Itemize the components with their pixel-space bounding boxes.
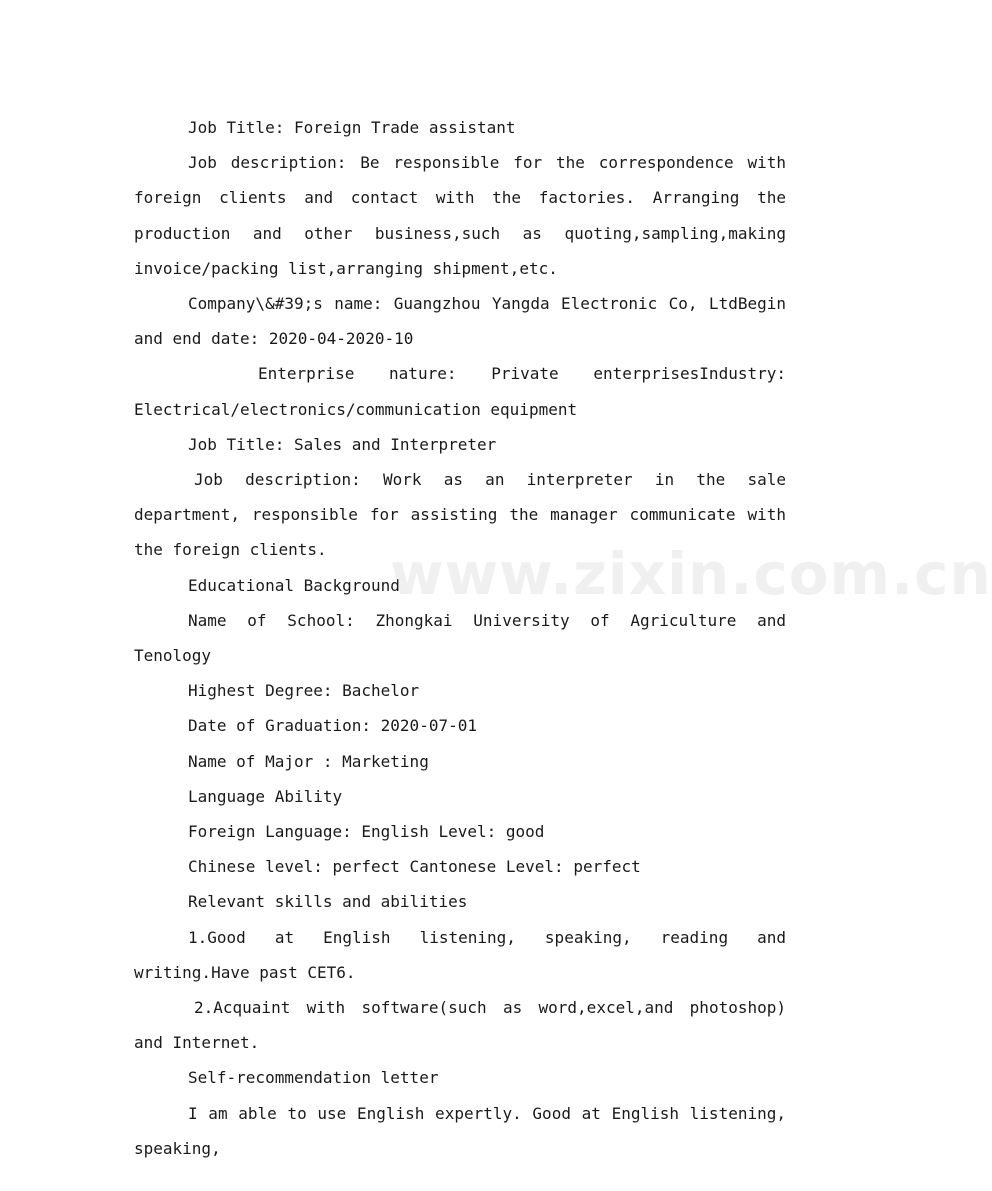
job-description-1: Job description: Be responsible for the correspondence with foreign clients and contact with the factories. Arranging the production and other business,such as quoting,sampling,making invoice/packing list,arranging shipment,etc. <box>134 153 786 278</box>
graduation-date: Date of Graduation: 2020-07-01 <box>188 716 477 736</box>
section-heading-education: Educational Background <box>188 575 400 595</box>
self-recommendation-text: I am able to use English expertly. Good at English listening, speaking, <box>134 1103 786 1158</box>
enterprise-info: Enterprise nature: Private enterprisesIndustry: Electrical/electronics/communication equipment <box>134 364 786 419</box>
chinese-level: Chinese level: perfect Cantonese Level: perfect <box>188 857 641 877</box>
company-info: Company\&#39;s name: Guangzhou Yangda Electronic Co, LtdBegin and end date: 2020-04-2020-10 <box>134 294 786 349</box>
foreign-language: Foreign Language: English Level: good <box>188 822 545 842</box>
section-heading-language: Language Ability <box>188 786 343 806</box>
watermark-logo: www.zixin.com.cn <box>390 540 992 608</box>
job-title-1: Job Title: Foreign Trade assistant <box>188 118 516 137</box>
section-heading-skills: Relevant skills and abilities <box>188 892 468 912</box>
job-description-2: Job description: Work as an interpreter in the sale department, responsible for assisting the manager communicate with the foreign clients. <box>134 470 786 560</box>
major-name: Name of Major : Marketing <box>188 751 429 771</box>
section-heading-self-recommendation: Self-recommendation letter <box>188 1068 439 1088</box>
school-name: Name of School: Zhongkai University of Agriculture and Tenology <box>134 610 786 666</box>
skill-item-1: 1.Good at English listening, speaking, reading and writing.Have past CET6. <box>134 927 786 982</box>
job-title-2: Job Title: Sales and Interpreter <box>188 434 497 454</box>
skill-item-2: 2.Acquaint with software(such as word,excel,and photoshop) and Internet. <box>134 998 786 1053</box>
document-body <box>134 110 786 1166</box>
highest-degree: Highest Degree: Bachelor <box>188 681 420 701</box>
